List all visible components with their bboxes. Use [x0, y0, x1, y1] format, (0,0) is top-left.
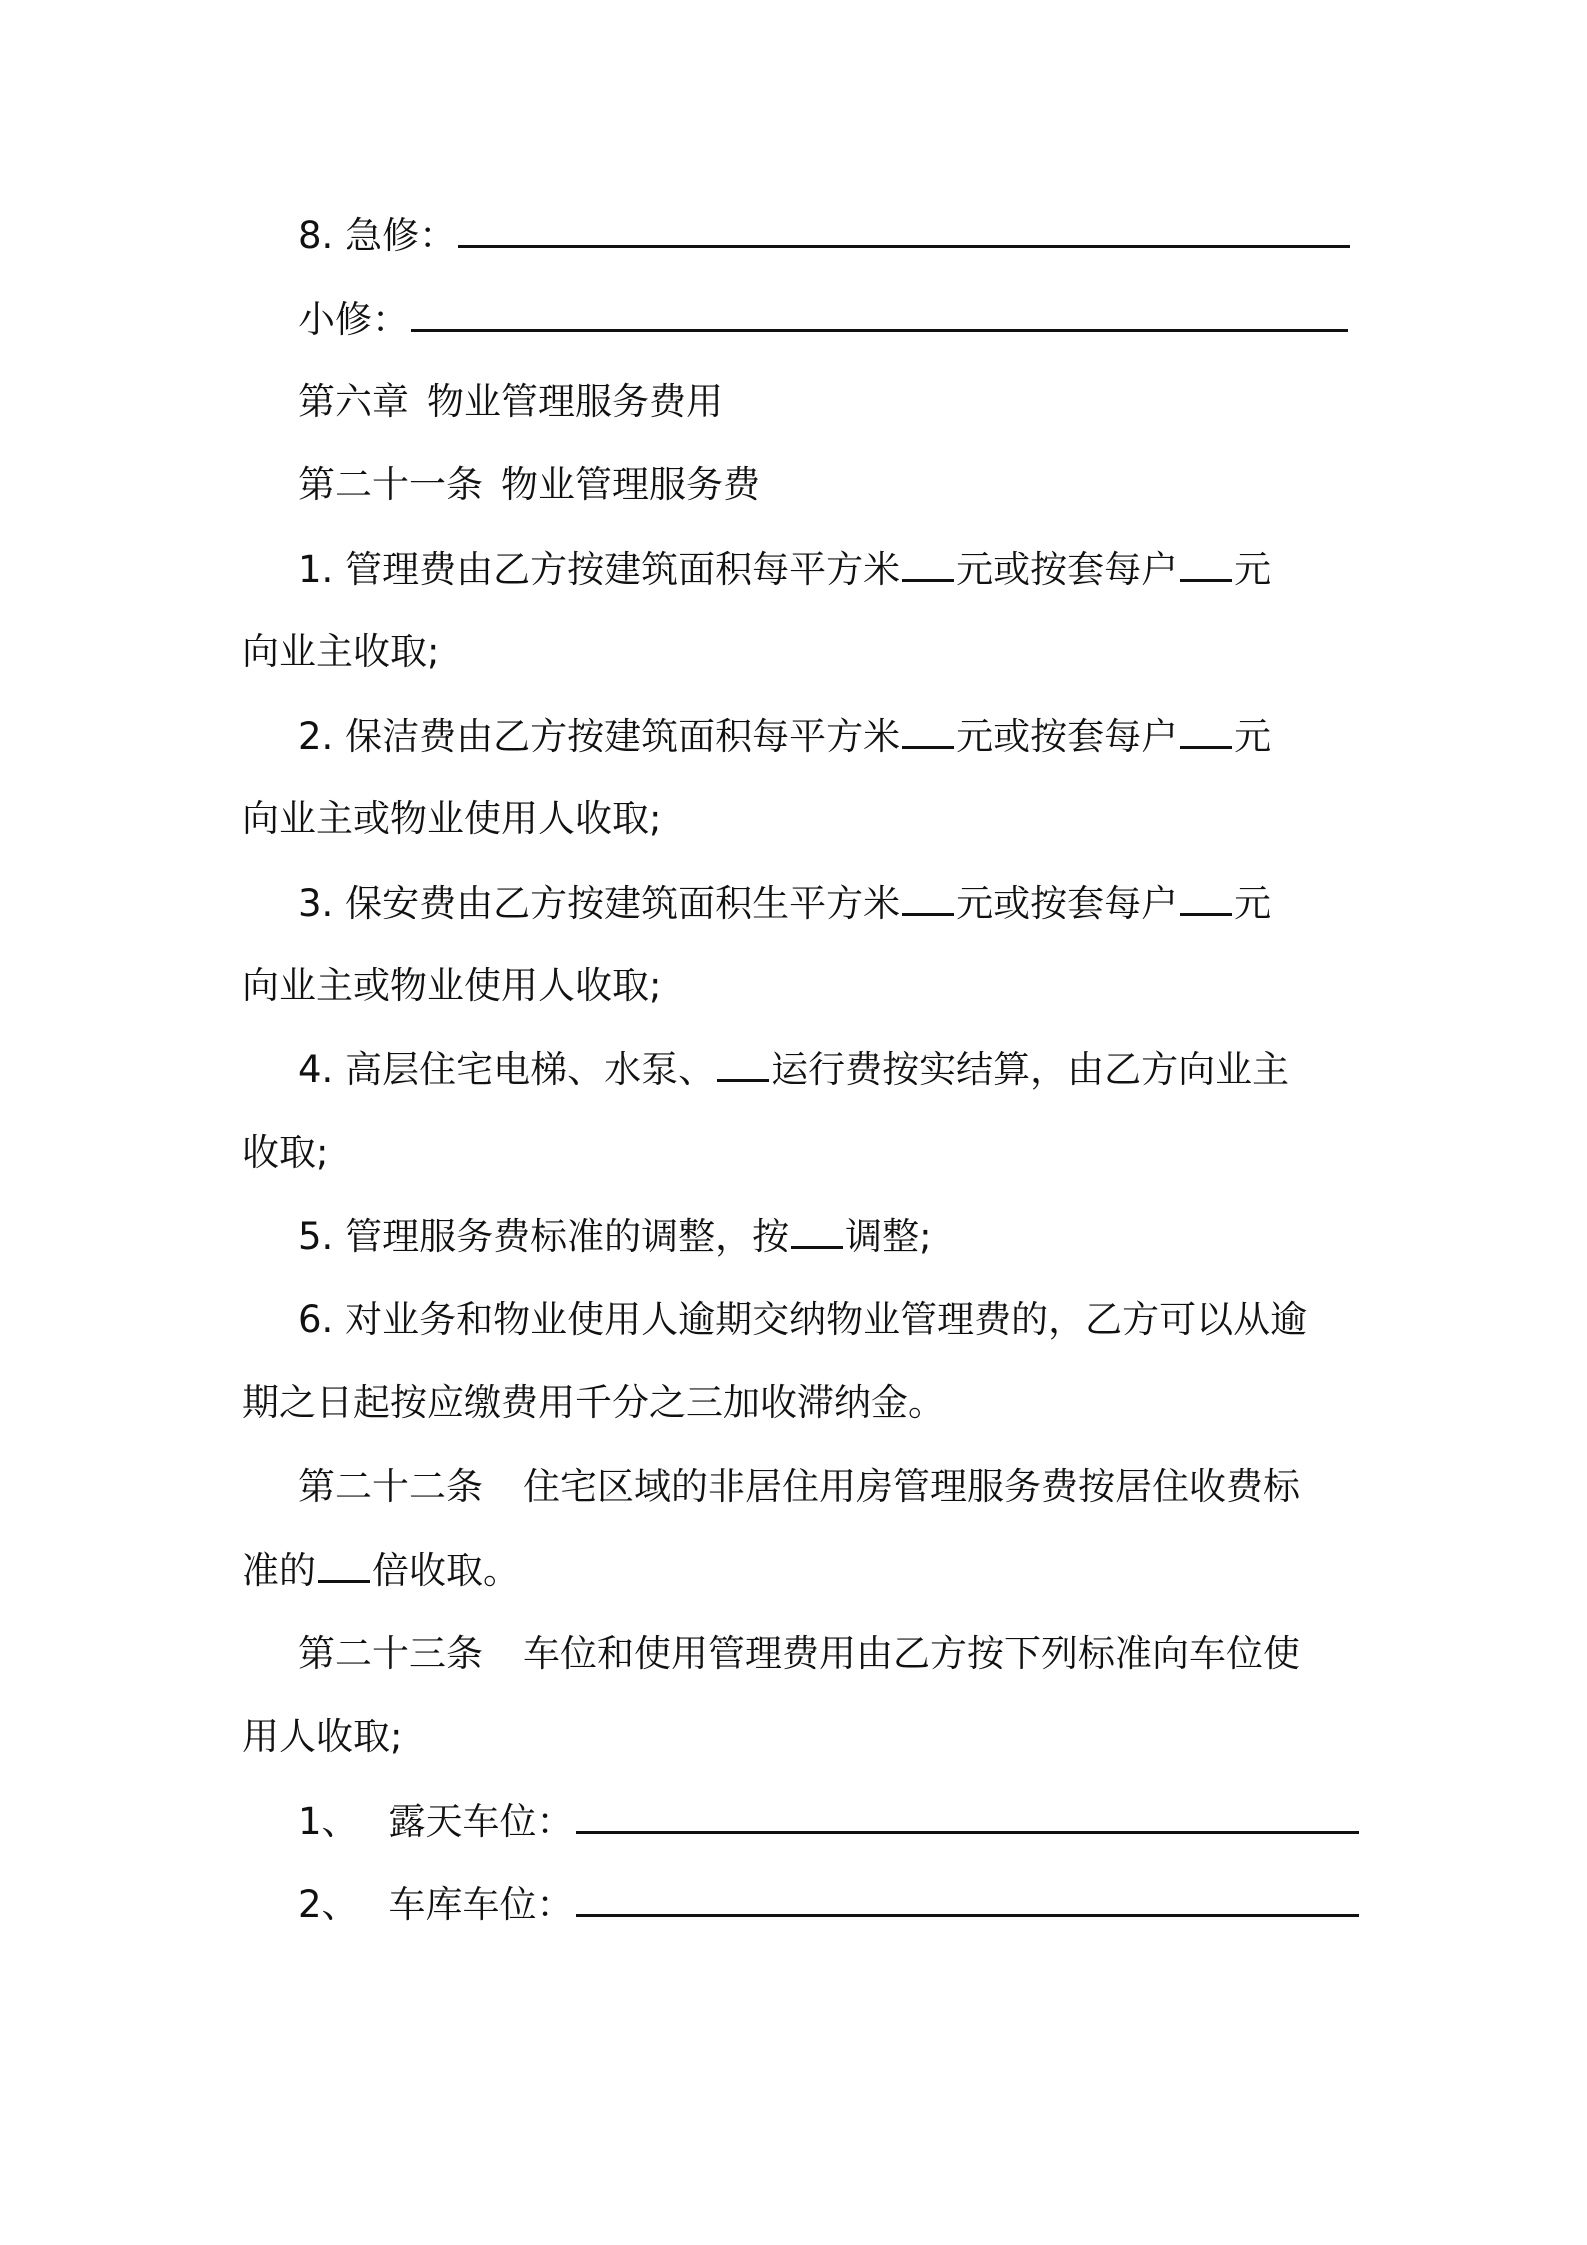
- paragraph-text: 倍收取。: [372, 1549, 520, 1592]
- paragraph-number: 4.: [298, 1048, 334, 1091]
- article-21-heading: [298, 461, 760, 509]
- paragraph-text: 运行费按实结算，由乙方向业主: [771, 1048, 1290, 1091]
- article-22-line-2: [242, 1546, 520, 1594]
- fill-blank: [902, 545, 954, 582]
- article-number: 第二十二条: [298, 1465, 483, 1508]
- paragraph-number: 5.: [298, 1215, 334, 1258]
- article-number: 第二十三条: [298, 1632, 483, 1675]
- urgent-repair-line: [298, 211, 1352, 259]
- paragraph-text: 向业主或物业使用人收取;: [242, 964, 662, 1007]
- paragraph-text: 保安费由乙方按建筑面积生平方米: [345, 882, 901, 925]
- paragraph-4-line-1: [298, 1045, 1289, 1093]
- fill-blank: [902, 879, 954, 916]
- outdoor-parking-label: 露天车位：: [388, 1800, 574, 1843]
- article-number: 第二十一条: [298, 463, 483, 506]
- garage-parking-label: 车库车位：: [388, 1883, 574, 1926]
- paragraph-text: 元或按套每户: [956, 882, 1179, 925]
- paragraph-text: 调整;: [845, 1215, 932, 1258]
- article-title: 物业管理服务费: [501, 463, 760, 506]
- paragraph-text: 车位和使用管理费用由乙方按下列标准向车位使: [523, 1632, 1300, 1675]
- item-number: 2、: [298, 1883, 359, 1926]
- paragraph-text: 元: [1234, 548, 1272, 591]
- paragraph-6-line-2: [242, 1379, 945, 1427]
- urgent-repair-label: 急修：: [345, 214, 457, 257]
- paragraph-text: 期之日起按应缴费用千分之三加收滞纳金。: [242, 1381, 945, 1424]
- minor-repair-label: 小修：: [298, 298, 409, 341]
- fill-blank: [1180, 879, 1232, 916]
- fill-blank: [717, 1045, 769, 1082]
- fill-blank: [902, 712, 954, 749]
- paragraph-text: 保洁费由乙方按建筑面积每平方米: [345, 715, 901, 758]
- paragraph-text: 高层住宅电梯、水泵、: [345, 1048, 716, 1091]
- paragraph-text: 管理费由乙方按建筑面积每平方米: [345, 548, 901, 591]
- paragraph-3-line-1: [298, 879, 1271, 927]
- garage-parking-line: [298, 1880, 1361, 1928]
- paragraph-number: 3.: [298, 882, 334, 925]
- paragraph-text: 元或按套每户: [956, 548, 1179, 591]
- item-number: 8.: [298, 214, 334, 257]
- outdoor-parking-line: [298, 1797, 1361, 1845]
- fill-blank: [318, 1546, 370, 1583]
- fill-blank: [1180, 712, 1232, 749]
- paragraph-text: 准的: [242, 1549, 316, 1592]
- item-number: 1、: [298, 1800, 359, 1843]
- paragraph-2-line-1: [298, 712, 1271, 760]
- article-23-line-2: [242, 1713, 402, 1761]
- paragraph-text: 用人收取;: [242, 1715, 403, 1758]
- paragraph-6-line-1: [298, 1296, 1307, 1344]
- paragraph-text: 元或按套每户: [956, 715, 1179, 758]
- urgent-repair-blank: [458, 211, 1350, 248]
- paragraph-text: 元: [1234, 715, 1272, 758]
- paragraph-text: 管理服务费标准的调整，按: [345, 1215, 790, 1258]
- paragraph-3-line-2: [242, 962, 661, 1010]
- paragraph-number: 1.: [298, 548, 334, 591]
- paragraph-text: 向业主或物业使用人收取;: [242, 797, 662, 840]
- minor-repair-blank: [411, 295, 1348, 332]
- chapter-heading: [298, 378, 723, 426]
- chapter-title: 物业管理服务费用: [427, 380, 723, 423]
- paragraph-text: 元: [1234, 882, 1272, 925]
- article-23-line-1: [298, 1630, 1300, 1678]
- paragraph-number: 2.: [298, 715, 334, 758]
- article-22-line-1: [298, 1463, 1300, 1511]
- paragraph-text: 住宅区域的非居住用房管理服务费按居住收费标: [523, 1465, 1300, 1508]
- paragraph-1-line-2: [242, 628, 439, 676]
- paragraph-1-line-1: [298, 545, 1271, 593]
- outdoor-parking-blank: [576, 1797, 1359, 1834]
- fill-blank: [1180, 545, 1232, 582]
- paragraph-text: 向业主收取;: [242, 630, 440, 673]
- chapter-number: 第六章: [298, 380, 409, 423]
- paragraph-2-line-2: [242, 795, 661, 843]
- paragraph-5-line-1: [298, 1212, 932, 1260]
- paragraph-text: 收取;: [242, 1131, 329, 1174]
- paragraph-text: 对业务和物业使用人逾期交纳物业管理费的，乙方可以从逾: [345, 1298, 1308, 1341]
- garage-parking-blank: [576, 1880, 1359, 1917]
- minor-repair-line: [298, 295, 1350, 343]
- paragraph-number: 6.: [298, 1298, 334, 1341]
- paragraph-4-line-2: [242, 1129, 328, 1177]
- fill-blank: [791, 1212, 843, 1249]
